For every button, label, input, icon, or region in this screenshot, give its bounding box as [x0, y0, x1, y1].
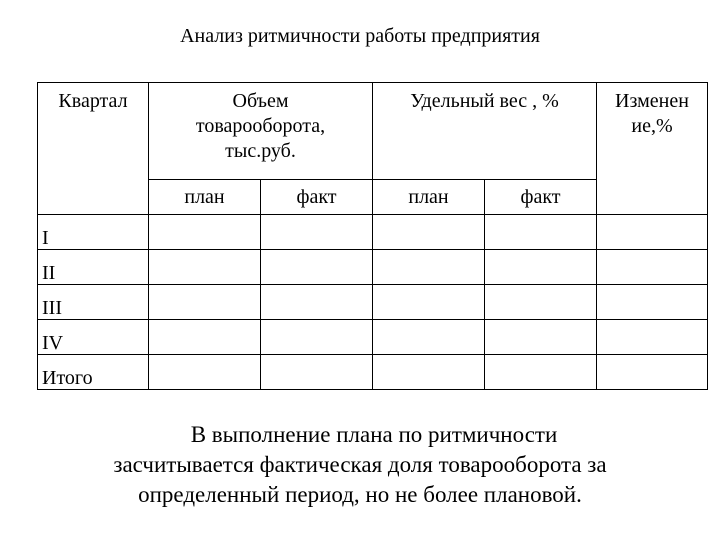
table-row [38, 285, 708, 320]
cell-fact-share [485, 285, 597, 320]
table-row [38, 215, 708, 250]
footnote [40, 420, 680, 510]
footnote-line-3: определенный период, но не более плановой. [138, 482, 582, 507]
cell-fact-turnover [261, 215, 373, 250]
cell-plan-turnover [149, 285, 261, 320]
subheader-plan-share: план [373, 180, 485, 215]
table-row [38, 320, 708, 355]
cell-change [597, 355, 708, 390]
subheader-fact-turnover: факт [261, 180, 373, 215]
header-change-line2: ие,% [631, 115, 673, 137]
cell-change [597, 320, 708, 355]
row-label: Итого [38, 355, 149, 390]
cell-plan-turnover [149, 215, 261, 250]
cell-change [597, 285, 708, 320]
row-label: IV [38, 320, 149, 355]
cell-plan-share [373, 285, 485, 320]
cell-plan-share [373, 215, 485, 250]
row-label: I [38, 215, 149, 250]
cell-plan-share [373, 320, 485, 355]
table-row [38, 355, 708, 390]
cell-plan-turnover [149, 320, 261, 355]
cell-fact-share [485, 355, 597, 390]
cell-fact-share [485, 320, 597, 355]
cell-plan-share [373, 355, 485, 390]
rhythm-analysis-table [37, 82, 708, 390]
cell-plan-turnover [149, 355, 261, 390]
cell-change [597, 250, 708, 285]
header-share: Удельный вес , % [373, 83, 597, 180]
header-change [597, 83, 708, 215]
page-title: Анализ ритмичности работы предприятия [180, 25, 540, 47]
cell-fact-turnover [261, 355, 373, 390]
header-change-line1: Изменен [615, 90, 689, 112]
table-header-row [38, 83, 708, 180]
header-turnover-text: Объем товарооборота, тыс.руб. [195, 90, 326, 162]
cell-plan-share [373, 250, 485, 285]
cell-plan-turnover [149, 250, 261, 285]
cell-change [597, 215, 708, 250]
subheader-plan-turnover: план [149, 180, 261, 215]
cell-fact-turnover [261, 250, 373, 285]
cell-fact-turnover [261, 320, 373, 355]
cell-fact-share [485, 250, 597, 285]
footnote-line-2: засчитывается фактическая доля товарооборота за [113, 452, 607, 477]
cell-fact-share [485, 215, 597, 250]
header-quarter: Квартал [38, 83, 149, 215]
row-label: III [38, 285, 149, 320]
row-label: II [38, 250, 149, 285]
table-row [38, 250, 708, 285]
header-turnover [149, 83, 373, 180]
cell-fact-turnover [261, 285, 373, 320]
subheader-fact-share: факт [485, 180, 597, 215]
footnote-line-1: В выполнение плана по ритмичности [190, 422, 558, 447]
